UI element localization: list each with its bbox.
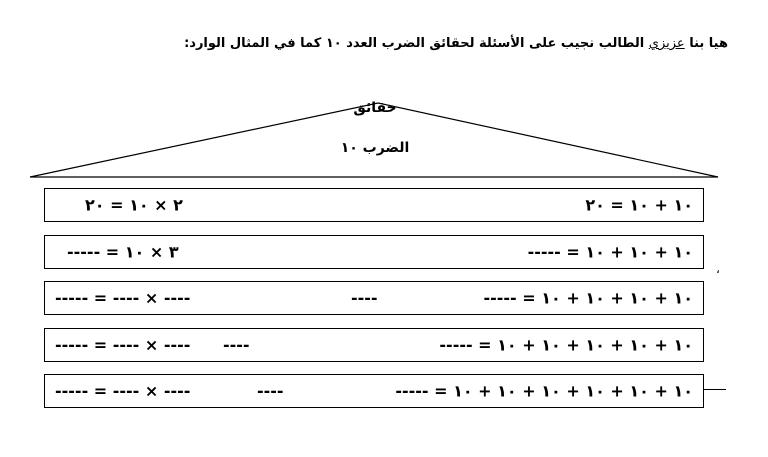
multiplication-equation: ٣ × ١٠ = -----	[67, 242, 179, 262]
addition-equation: ١٠ + ١٠ + ١٠ + ١٠ + ١٠ + ١٠ = -----	[395, 381, 693, 401]
instruction-underlined-word: عزيزي	[648, 36, 685, 51]
blank-answer: ----	[223, 335, 250, 355]
addition-equation: ١٠ + ١٠ + ١٠ + ١٠ + ١٠ = -----	[439, 335, 693, 355]
roof-triangle	[0, 0, 768, 190]
roof-subtitle: الضرب ١٠	[340, 140, 410, 156]
multiplication-equation: ---- × ---- = -----	[55, 335, 191, 355]
blank-answer: ----	[351, 288, 378, 308]
roof-title: حقائق	[353, 100, 397, 116]
stray-comma-mark: ،	[716, 262, 720, 276]
addition-equation: ١٠ + ١٠ + ١٠ = -----	[527, 242, 693, 262]
side-tick-line	[704, 389, 726, 390]
instruction-prefix: هيا بنا	[684, 36, 728, 51]
equation-row-4	[44, 328, 704, 362]
multiplication-equation: ---- × ---- = -----	[55, 288, 191, 308]
equation-row-5	[44, 374, 704, 408]
multiplication-equation: ---- × ---- = -----	[55, 381, 191, 401]
addition-equation: ١٠ + ١٠ = ٢٠	[585, 195, 693, 215]
equation-row-2	[44, 235, 704, 269]
equation-row-1	[44, 188, 704, 222]
blank-answer: ----	[257, 381, 284, 401]
multiplication-equation: ٢ × ١٠ = ٢٠	[85, 195, 183, 215]
equation-row-3	[44, 281, 704, 315]
addition-equation: ١٠ + ١٠ + ١٠ + ١٠ = -----	[483, 288, 693, 308]
instruction-rest: الطالب نجيب على الأسئلة لحقائق الضرب العدد ١٠ كما في المثال الوارد:	[184, 36, 649, 51]
